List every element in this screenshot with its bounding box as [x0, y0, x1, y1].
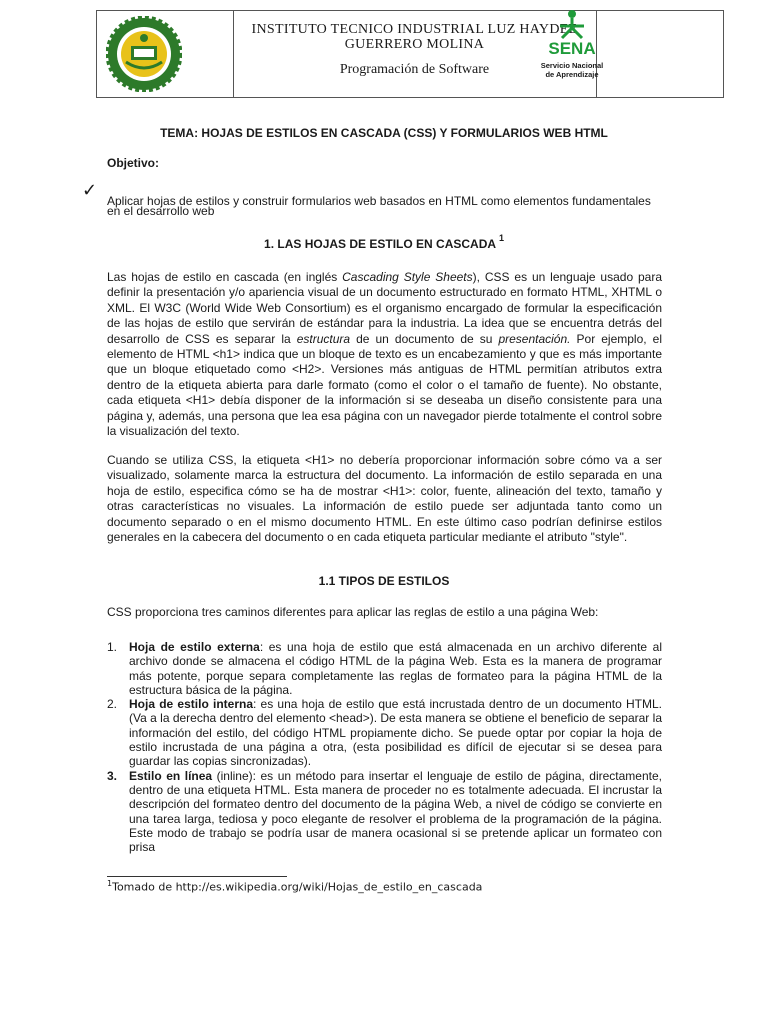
list-item-text: : es una hoja de estilo que está almacenada en un archivo diferente al archivo donde se almacena el código HTML de la página Web. Esta es la manera de programar más potente, porque separa completamente las reglas de formateo para la página HTML de la estructura básica de la página.: [129, 640, 663, 697]
list-item: [107, 640, 662, 697]
paragraph-1-text-c: ), CSS es un lenguaje usado para definir la presentación y/o apariencia visual de un documento estructurado en formato HTML, XHTML o XML. El W3C (World Wide Web Consortium) es el organismo encargado de formular la especificación de las hojas de estilo que servirán de estándar para la industria. La idea que se encuentra detrás del desarrollo de CSS es separar la: [107, 270, 663, 346]
footnote: [107, 879, 482, 894]
list-item-text: : es una hoja de estilo que está incrustada dentro de un documento HTML. (Va a la derecha dentro del elemento <head>). De esta manera se obtiene el beneficio de separar la información del estilo, del código HTML propiamente dicho. Se puede optar por copiar la hoja de estilo incrustada de una página a otra, (esta posibilidad es difícil de ejecutar si se desea para guardar las copias sincronizadas).: [129, 697, 662, 769]
list-item-number: 1.: [107, 640, 118, 654]
list-item-number: 2.: [107, 697, 118, 712]
list-item-number: 3.: [107, 768, 118, 783]
institution-name-line1: INSTITUTO TECNICO INDUSTRIAL LUZ HAYDEE: [251, 22, 578, 37]
header-sena-cell: [596, 11, 723, 97]
paragraph-1-text-e: de un documento de su: [350, 331, 499, 346]
sena-subtitle-line1: Servicio Nacional: [540, 61, 604, 70]
header-logo-cell: [97, 11, 234, 97]
sena-subtitle-line2: de Aprendizaje: [545, 70, 599, 79]
footnote-reference: 1: [498, 233, 504, 243]
paragraph-2: Cuando se utiliza CSS, la etiqueta <H1> no debería proporcionar información sobre cómo va a ser visualizado, solamente marca la estructura del documento. La información de estilo separada en una hoja de estilo, especifica cómo se ha de mostrar <H1>: color, fuente, alineación del texto, tamaño y otras características no visuales. La información de estilo puede ser adjuntada tanto como un documento separado o en el mismo documento HTML. En este último caso podrían definirse estilos generales en la cabecera del documento o en cada etiqueta particular mediante el atributo "style".: [107, 453, 662, 545]
objective-label: Objetivo:: [107, 156, 160, 170]
institution-seal-icon: [106, 16, 182, 92]
footnote-text: Tomado de http://es.wikipedia.org/wiki/Hojas_de_estilo_en_cascada: [112, 880, 483, 894]
sena-logo-name: SENA: [548, 39, 596, 58]
list-item-text: (inline): es un método para insertar el lenguaje de estilo de página, directamente, dentro de una etiqueta HTML. Esta manera de proceder no es totalmente adecuada. El incrustar la descripción del formateo dentro del documento de la página Web, a nivel de código se convierte en una tarea larga, tediosa y poco elegante de resolver el problema de la programación de la página. Este modo de trabajo se podría usar de manera ocasional si se pretende aplicar un formateo con prisa: [129, 768, 662, 855]
institution-name-line2: GUERRERO MOLINA: [344, 37, 485, 52]
document-header: [96, 10, 724, 98]
list-item: [107, 769, 662, 855]
list-item-term: Hoja de estilo interna: [129, 697, 253, 712]
paragraph-3: CSS proporciona tres caminos diferentes para aplicar las reglas de estilo a una página Web:: [107, 605, 599, 619]
paragraph-1-term-presentacion: presentación.: [498, 331, 571, 346]
paragraph-1: [107, 270, 662, 439]
paragraph-1-text-g: Por ejemplo, el elemento de HTML <h1> indica que un bloque de texto es un encabezamiento y que es más importante que un bloque etiquetado como <H2>. Versiones más antiguas de HTML permitían atributos extra dentro de la etiqueta abierta para darle formato (como el color o el tamaño de fuente). No obstante, cada etiqueta <H1> debía disponer de la información si se deseaba un diseño consistente para una página y, además, una persona que lea esa página con un navegador pierde totalmente el control sobre la visualización del texto.: [107, 331, 662, 439]
checkmark-icon: ✓: [82, 180, 98, 201]
list-item-term: Estilo en línea: [129, 768, 213, 783]
footnote-separator: [107, 876, 287, 877]
section-1-1-heading: 1.1 TIPOS DE ESTILOS: [318, 574, 450, 588]
document-title: TEMA: HOJAS DE ESTILOS EN CASCADA (CSS) Y FORMULARIOS WEB HTML: [160, 126, 608, 140]
paragraph-1-term-estructura: estructura: [296, 331, 351, 346]
program-name: Programación de Software: [339, 62, 490, 77]
paragraph-1-text-a: Las hojas de estilo en cascada (en inglés: [107, 270, 343, 284]
section-1-heading-text: 1. LAS HOJAS DE ESTILO EN CASCADA: [264, 237, 496, 251]
list-item: [107, 697, 662, 768]
section-1-heading: [96, 235, 672, 251]
style-types-list: [107, 640, 662, 854]
footnote-number: 1: [107, 879, 113, 888]
list-item-term: Hoja de estilo externa: [129, 640, 260, 654]
paragraph-1-term-css: Cascading Style Sheets: [342, 270, 473, 284]
objective-text: Aplicar hojas de estilos y construir formularios web basados en HTML como elementos fundamentales en el desarrollo web: [107, 194, 651, 218]
sena-logo-icon: [532, 8, 612, 82]
